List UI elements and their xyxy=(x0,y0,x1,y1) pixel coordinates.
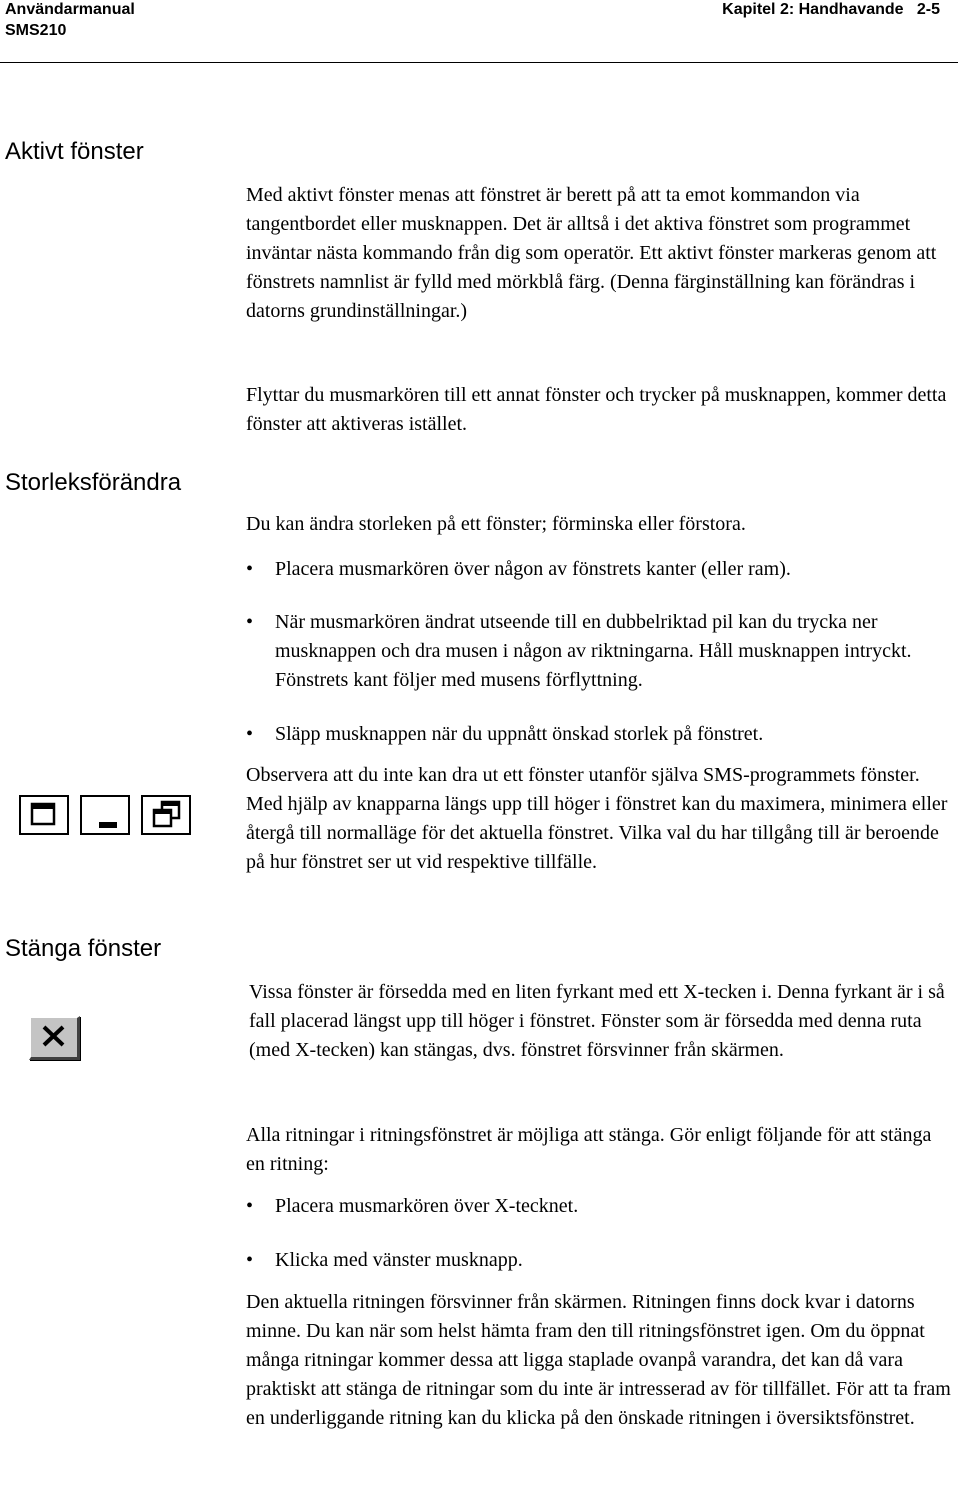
header-divider xyxy=(0,62,958,63)
resize-note: Observera att du inte kan dra ut ett fönster utanför själva SMS-programmets fönster. Med hjälp av knapparna längs upp till höger i fönstret kan du maximera, minimera eller återgå till normalläge för det aktuella fönstret. Vilka val du har tillgång till är beroende på hur fönstret ser ut vid respektive tillfälle. xyxy=(246,764,948,873)
restore-icon xyxy=(141,795,191,835)
resize-bullet-text: När musmarkören ändrat utseende till en dubbelriktad pil kan du trycka ner musknappen och dra musen i någon av riktningarna. Håll musknappen intryckt. Fönstrets kant följer med musens förflyttning. xyxy=(275,611,912,691)
resize-bullet-text: Placera musmarkören över någon av fönstrets kanter (eller ram). xyxy=(275,558,791,580)
close-bullet xyxy=(246,1192,951,1221)
resize-bullet xyxy=(246,555,951,584)
bullet-symbol: • xyxy=(246,723,254,745)
close-window-paragraph-2: Alla ritningar i ritningsfönstret är möjliga att stänga. Gör enligt följande för att stänga en ritning: xyxy=(246,1124,932,1175)
bullet-symbol: • xyxy=(246,611,254,633)
resize-bullet xyxy=(246,608,951,695)
active-window-paragraph-1: Med aktivt fönster menas att fönstret är berett på att ta emot kommandon via tangentbordet eller musknappen. Det är alltså i det aktiva fönstret som programmet inväntar nästa kommando från dig som operatör. Ett aktivt fönster markeras genom att fönstrets namnlist är fylld med mörkblå färg. (Denna färginställning kan förändras i datorns grundinställningar.) xyxy=(246,184,937,322)
close-icon xyxy=(29,1016,80,1060)
header-chapter: Kapitel 2: Handhavande 2-5 xyxy=(722,1,940,18)
bullet-symbol: • xyxy=(246,558,254,580)
header-manual-title: Användarmanual xyxy=(5,1,135,18)
resize-intro: Du kan ändra storleken på ett fönster; förminska eller förstora. xyxy=(246,513,746,535)
minimize-icon xyxy=(80,795,130,835)
heading-close-window: Stänga fönster xyxy=(5,935,162,962)
close-window-paragraph-3: Den aktuella ritningen försvinner från skärmen. Ritningen finns dock kvar i datorns minne. Du kan när som helst hämta fram den till ritningsfönstret igen. Om du öppnat många ritningar kommer dessa att ligga staplade ovanpå varandra, det kan då vara praktiskt att stänga de ritningar som du inte är intresserad av för tillfället. För att ta fram en underliggande ritning kan du klicka på den önskade ritningen i översiktsfönstret. xyxy=(246,1291,951,1429)
heading-active-window: Aktivt fönster xyxy=(5,138,144,165)
resize-bullet xyxy=(246,720,951,749)
close-bullet-text: Placera musmarkören över X-tecknet. xyxy=(275,1195,579,1217)
maximize-icon xyxy=(19,795,69,835)
header-product-name: SMS210 xyxy=(5,22,67,39)
resize-bullet-text: Släpp musknappen när du uppnått önskad storlek på fönstret. xyxy=(275,723,764,745)
close-bullet-text: Klicka med vänster musknapp. xyxy=(275,1249,523,1271)
bullet-symbol: • xyxy=(246,1195,254,1217)
bullet-symbol: • xyxy=(246,1249,254,1271)
close-bullet xyxy=(246,1246,951,1275)
heading-resize: Storleksförändra xyxy=(5,469,182,496)
close-window-paragraph-1: Vissa fönster är försedda med en liten fyrkant med ett X-tecken i. Denna fyrkant är i så fall placerad längst upp till höger i fönstret. Fönster som är försedda med denna ruta (med X-tecken) kan stängas, dvs. fönstret försvinner från skärmen. xyxy=(249,981,945,1061)
active-window-paragraph-2: Flyttar du musmarkören till ett annat fönster och trycker på musknappen, kommer detta fönster att aktiveras istället. xyxy=(246,384,947,435)
